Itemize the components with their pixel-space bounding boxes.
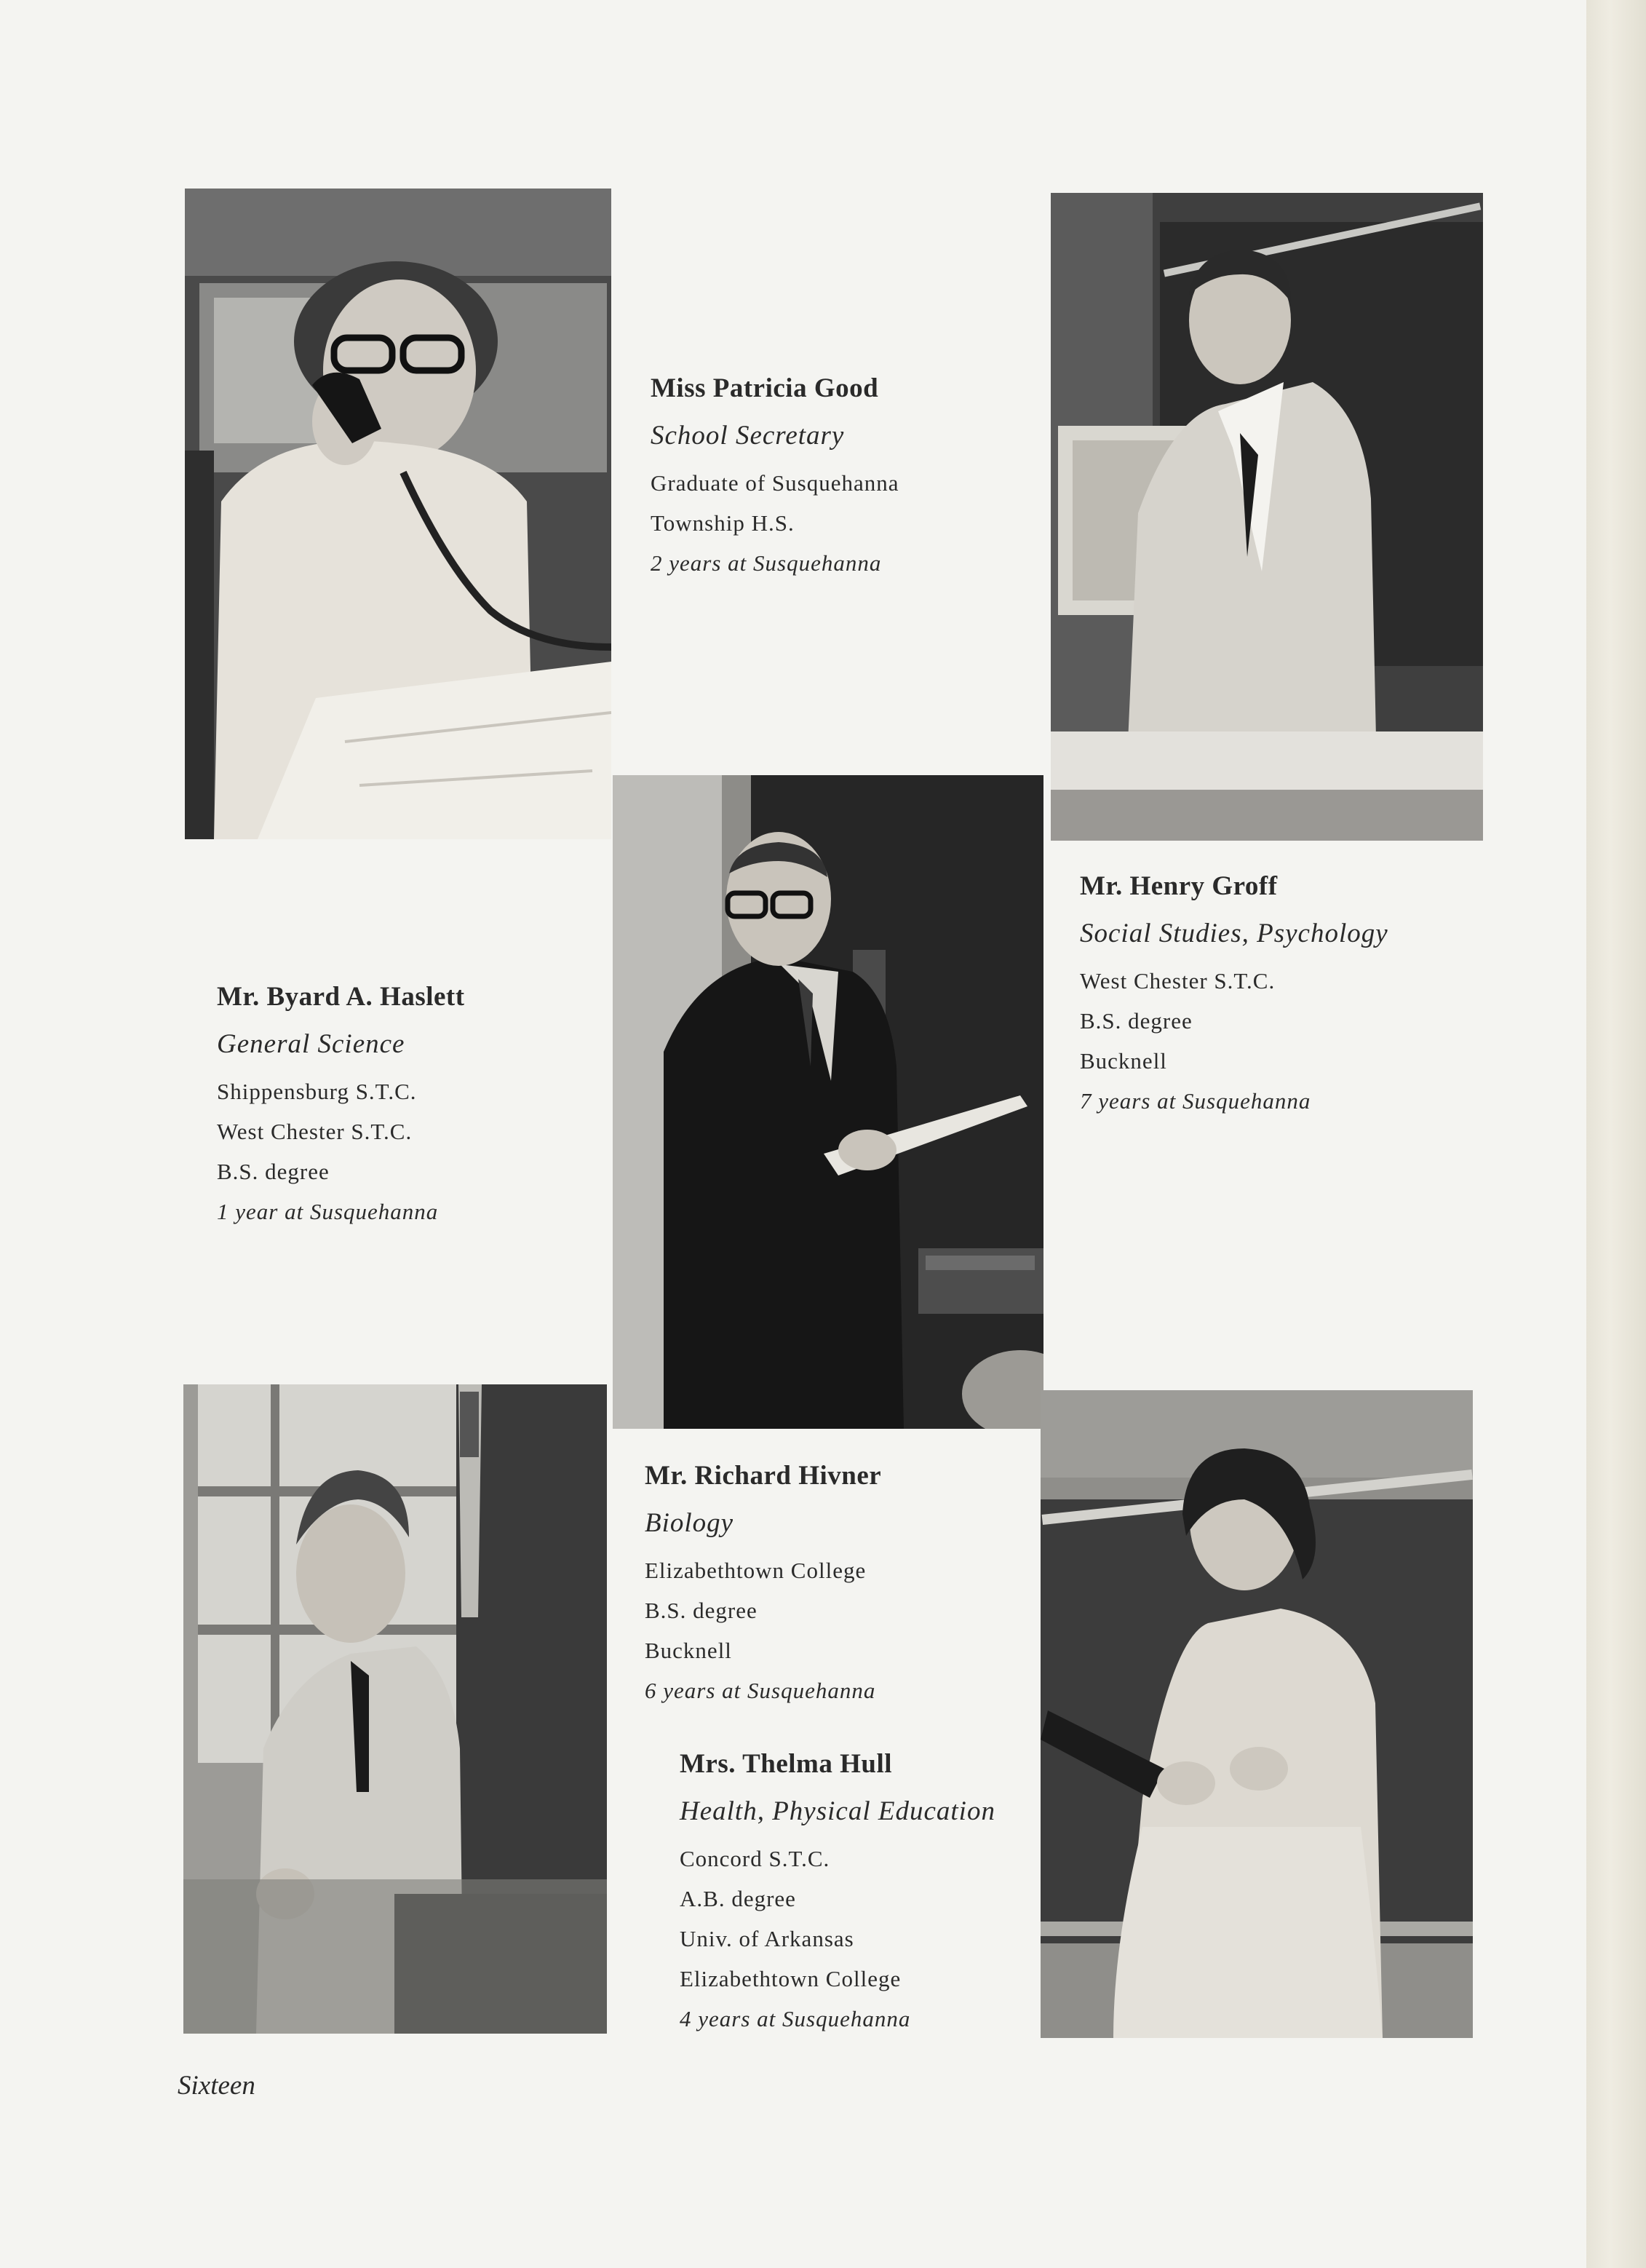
faculty-name: Mrs. Thelma Hull xyxy=(680,1749,893,1779)
faculty-role: School Secretary xyxy=(651,421,845,451)
faculty-credential: B.S. degree xyxy=(217,1159,330,1184)
page-number: Sixteen xyxy=(178,2071,255,2101)
faculty-name: Mr. Richard Hivner xyxy=(645,1461,882,1491)
faculty-years: 4 years at Susquehanna xyxy=(680,2006,911,2031)
bio-patricia-good xyxy=(651,373,899,583)
faculty-credential: Elizabethtown College xyxy=(680,1966,902,1991)
faculty-role: Social Studies, Psychology xyxy=(1080,919,1388,948)
page-binding-edge xyxy=(1586,0,1646,2268)
photo-richard-hivner xyxy=(613,775,1043,1429)
faculty-years: 6 years at Susquehanna xyxy=(645,1678,876,1703)
faculty-years: 1 year at Susquehanna xyxy=(217,1199,439,1224)
faculty-name: Mr. Byard A. Haslett xyxy=(217,982,465,1012)
faculty-credential: Township H.S. xyxy=(651,510,795,536)
faculty-credential: A.B. degree xyxy=(680,1886,796,1911)
faculty-credential: B.S. degree xyxy=(1080,1008,1193,1034)
faculty-credential: Univ. of Arkansas xyxy=(680,1926,854,1951)
faculty-credential: Shippensburg S.T.C. xyxy=(217,1079,417,1104)
faculty-credential: Bucknell xyxy=(645,1638,732,1663)
faculty-credential: West Chester S.T.C. xyxy=(217,1119,413,1144)
faculty-credential: Elizabethtown College xyxy=(645,1558,867,1583)
faculty-credential: B.S. degree xyxy=(645,1598,758,1623)
faculty-role: Biology xyxy=(645,1508,734,1538)
bio-byard-haslett xyxy=(217,981,465,1232)
bio-richard-hivner xyxy=(645,1460,881,1710)
bio-thelma-hull xyxy=(680,1748,995,2039)
faculty-role: General Science xyxy=(217,1029,405,1059)
faculty-credential: West Chester S.T.C. xyxy=(1080,968,1276,994)
bio-henry-groff xyxy=(1080,871,1388,1121)
faculty-role: Health, Physical Education xyxy=(680,1796,995,1826)
photo-henry-groff xyxy=(1051,193,1483,841)
faculty-name: Mr. Henry Groff xyxy=(1080,871,1278,901)
photo-byard-haslett xyxy=(183,1384,607,2034)
faculty-credential: Bucknell xyxy=(1080,1048,1167,1074)
faculty-years: 7 years at Susquehanna xyxy=(1080,1088,1311,1114)
faculty-name: Miss Patricia Good xyxy=(651,373,879,403)
faculty-years: 2 years at Susquehanna xyxy=(651,550,882,576)
photo-patricia-good xyxy=(185,189,611,839)
photo-thelma-hull xyxy=(1041,1390,1473,2038)
faculty-credential: Concord S.T.C. xyxy=(680,1846,830,1871)
faculty-credential: Graduate of Susquehanna xyxy=(651,470,899,496)
